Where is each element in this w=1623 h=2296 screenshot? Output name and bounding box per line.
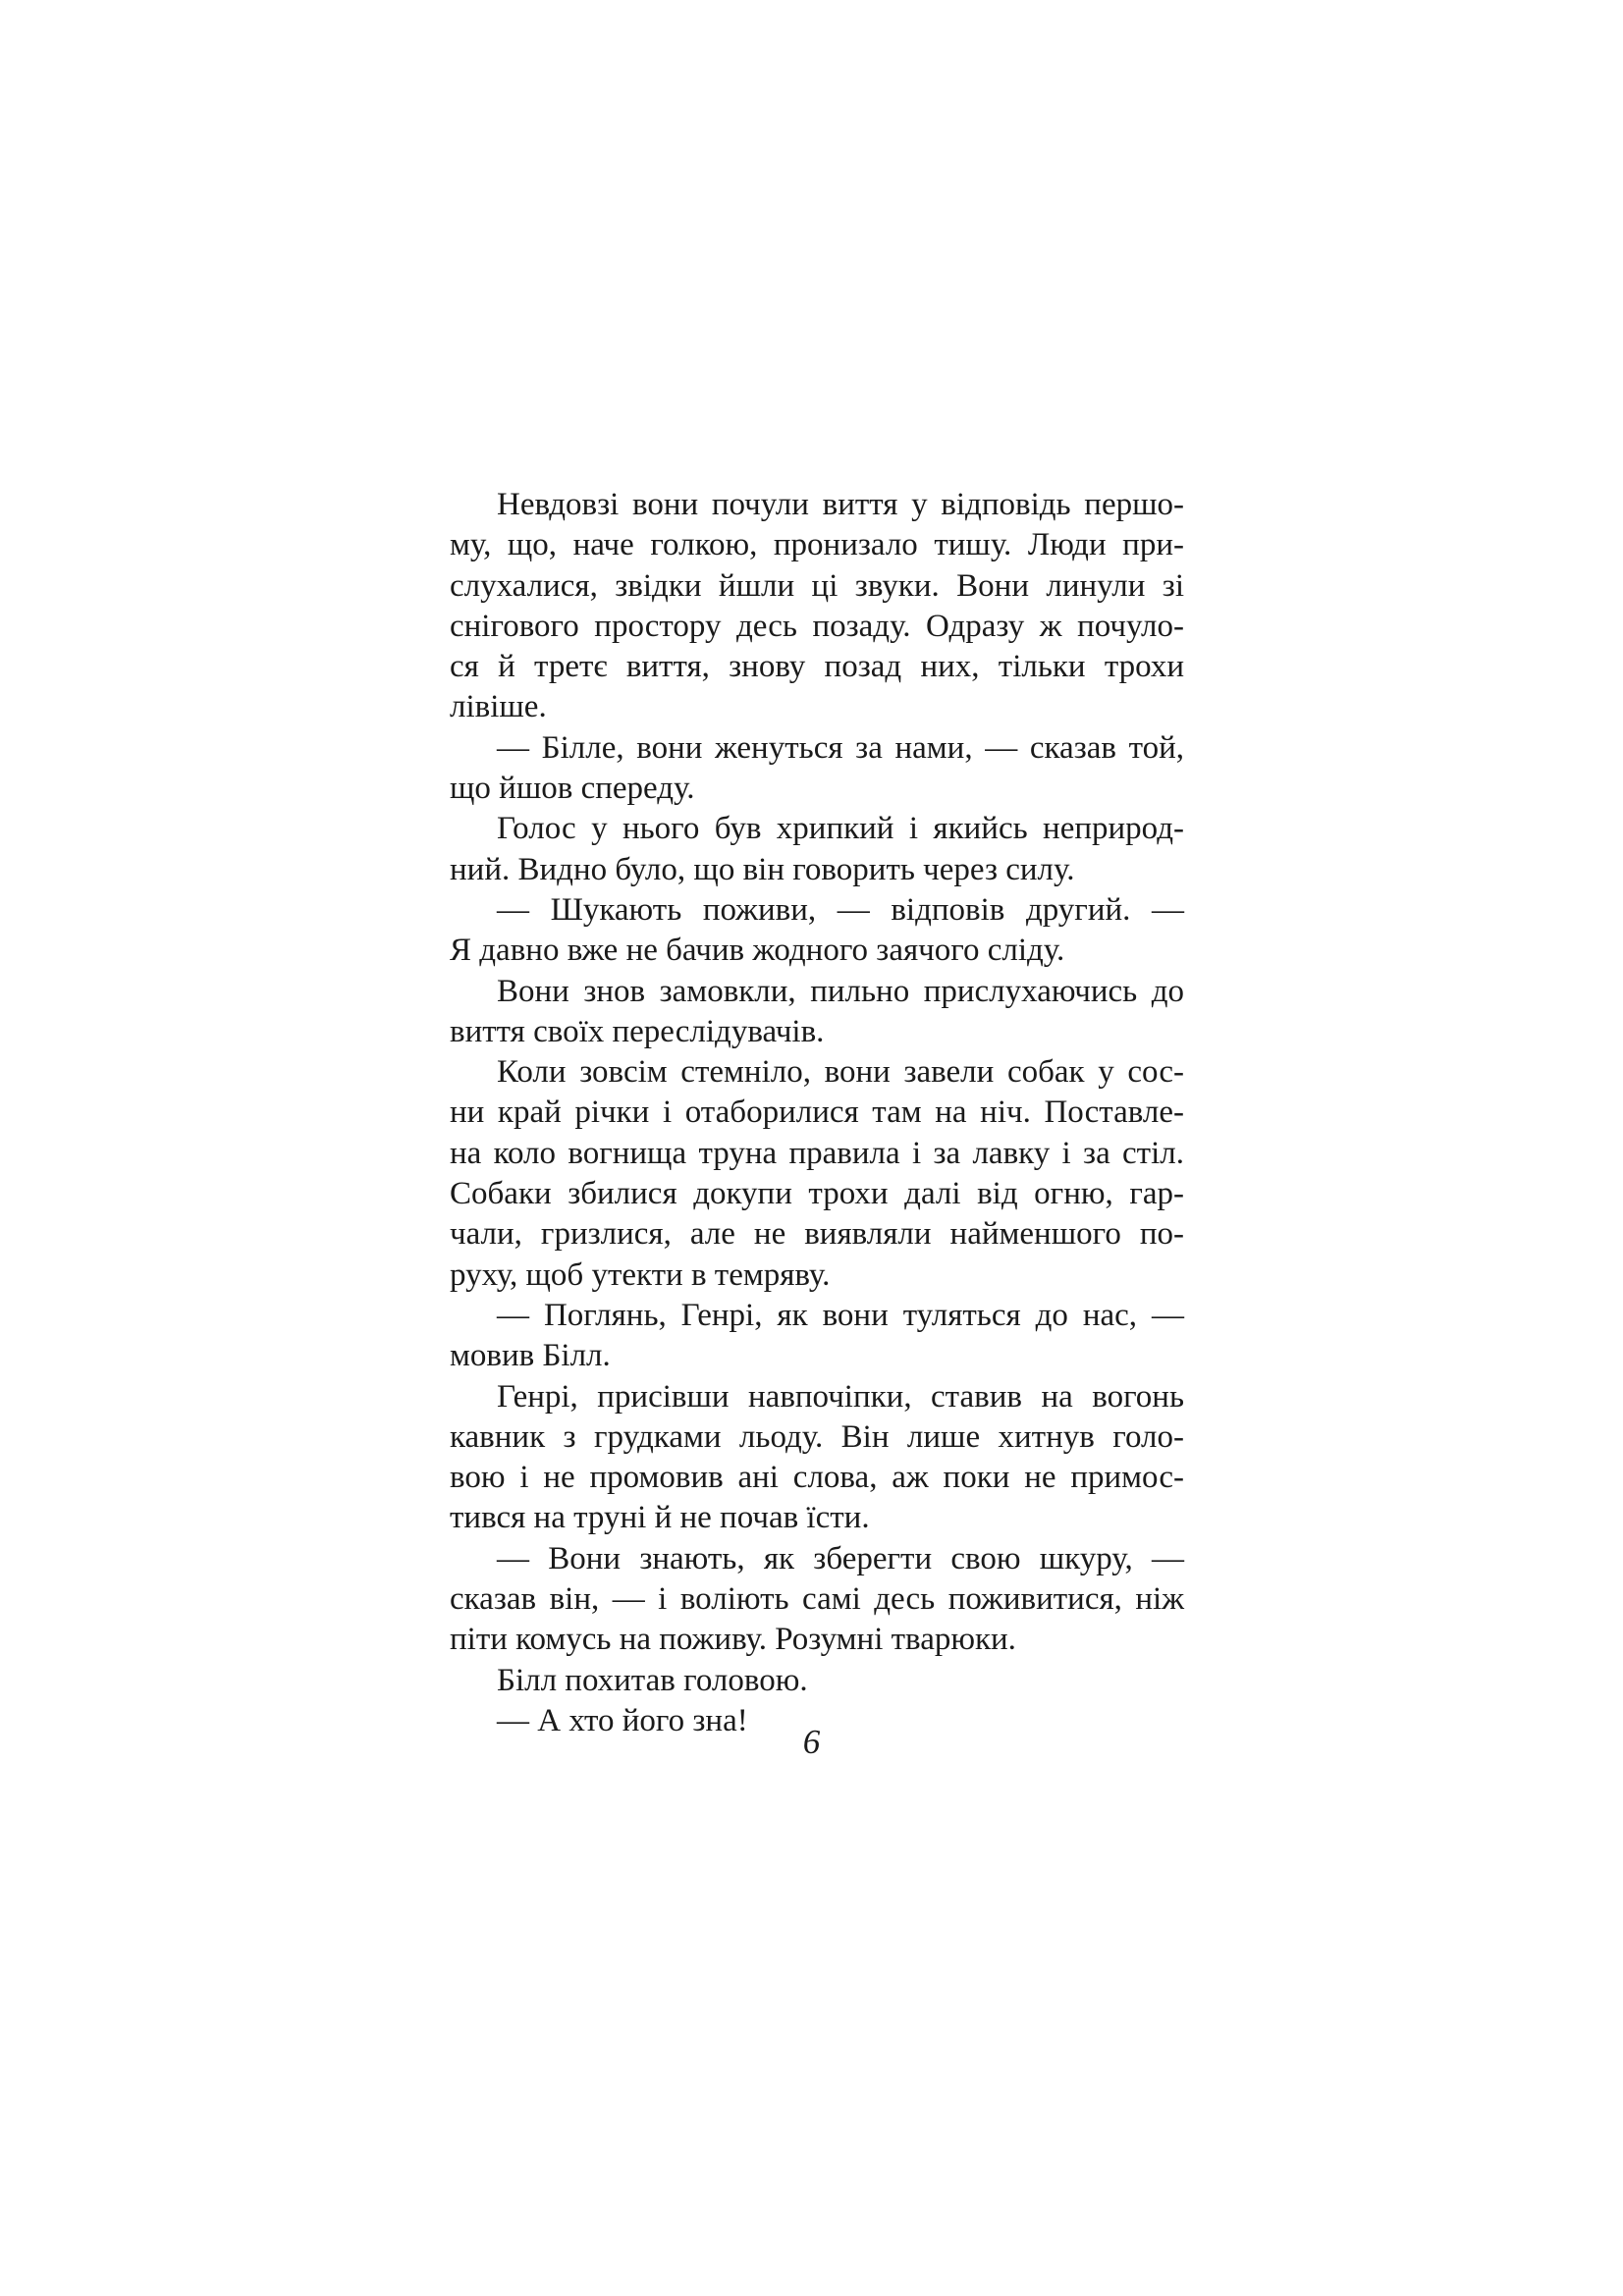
- text-line: снігового простору десь позаду. Одразу ж почуло-: [450, 608, 1184, 644]
- text-line: — Вони знають, як зберегти свою шкуру, —: [497, 1540, 1184, 1576]
- text-line: ни край річки і отаборилися там на ніч. Поставле-: [450, 1095, 1184, 1131]
- text-line: мовив Білл.: [450, 1338, 611, 1374]
- text-line: му, що, наче голкою, пронизало тишу. Люди при-: [450, 527, 1184, 563]
- text-line: кавник з грудками льоду. Він лише хитнув голо-: [450, 1418, 1184, 1455]
- text-line: виття своїх переслідувачів.: [450, 1013, 825, 1049]
- page-body-text: [450, 485, 1184, 1741]
- text-line: Білл похитав головою.: [497, 1662, 808, 1698]
- page-number: 6: [802, 1723, 821, 1761]
- text-line: Я давно вже не бачив жодного заячого сліду.: [450, 933, 1065, 969]
- text-line: — Шукають поживи, — відповів другий. —: [497, 891, 1184, 928]
- text-line: Генрі, присівши навпочіпки, ставив на вогонь: [497, 1378, 1184, 1415]
- text-line: сказав він, — і воліють самі десь поживитися, ніж: [450, 1581, 1184, 1618]
- text-line: Голос у нього був хрипкий і якийсь неприрод-: [497, 811, 1184, 847]
- text-line: слухалися, звідки йшли ці звуки. Вони линули зі: [450, 567, 1184, 604]
- text-line: Собаки збилися докупи трохи далі від огню, гар-: [450, 1176, 1184, 1212]
- text-line: руху, щоб утекти в темряву.: [450, 1256, 831, 1293]
- text-line: тився на труні й не почав їсти.: [450, 1500, 870, 1536]
- text-line: Невдовзі вони почули виття у відповідь першо-: [497, 487, 1184, 522]
- text-line: вою і не промовив ані слова, аж поки не примос-: [450, 1460, 1184, 1496]
- text-line: піти комусь на поживу. Розумні тварюки.: [450, 1622, 1016, 1658]
- text-line: на коло вогнища труна правила і за лавку і за стіл.: [450, 1135, 1184, 1171]
- text-line: — Поглянь, Генрі, як вони туляться до нас, —: [497, 1297, 1184, 1333]
- text-line: що йшов спереду.: [450, 771, 695, 807]
- text-line: чали, гризлися, але не виявляли найменшого по-: [450, 1216, 1184, 1253]
- text-line: — Білле, вони женуться за нами, — сказав той,: [497, 729, 1184, 766]
- text-line: — А хто його зна!: [497, 1702, 748, 1738]
- text-line: Коли зовсім стемніло, вони завели собак у сос-: [497, 1054, 1184, 1091]
- text-line: ся й третє виття, знову позад них, тільки трохи: [450, 649, 1184, 685]
- text-line: Вони знов замовкли, пильно прислухаючись до: [497, 973, 1184, 1009]
- text-line: лівіше.: [450, 689, 547, 725]
- text-line: ний. Видно було, що він говорить через силу.: [450, 851, 1075, 887]
